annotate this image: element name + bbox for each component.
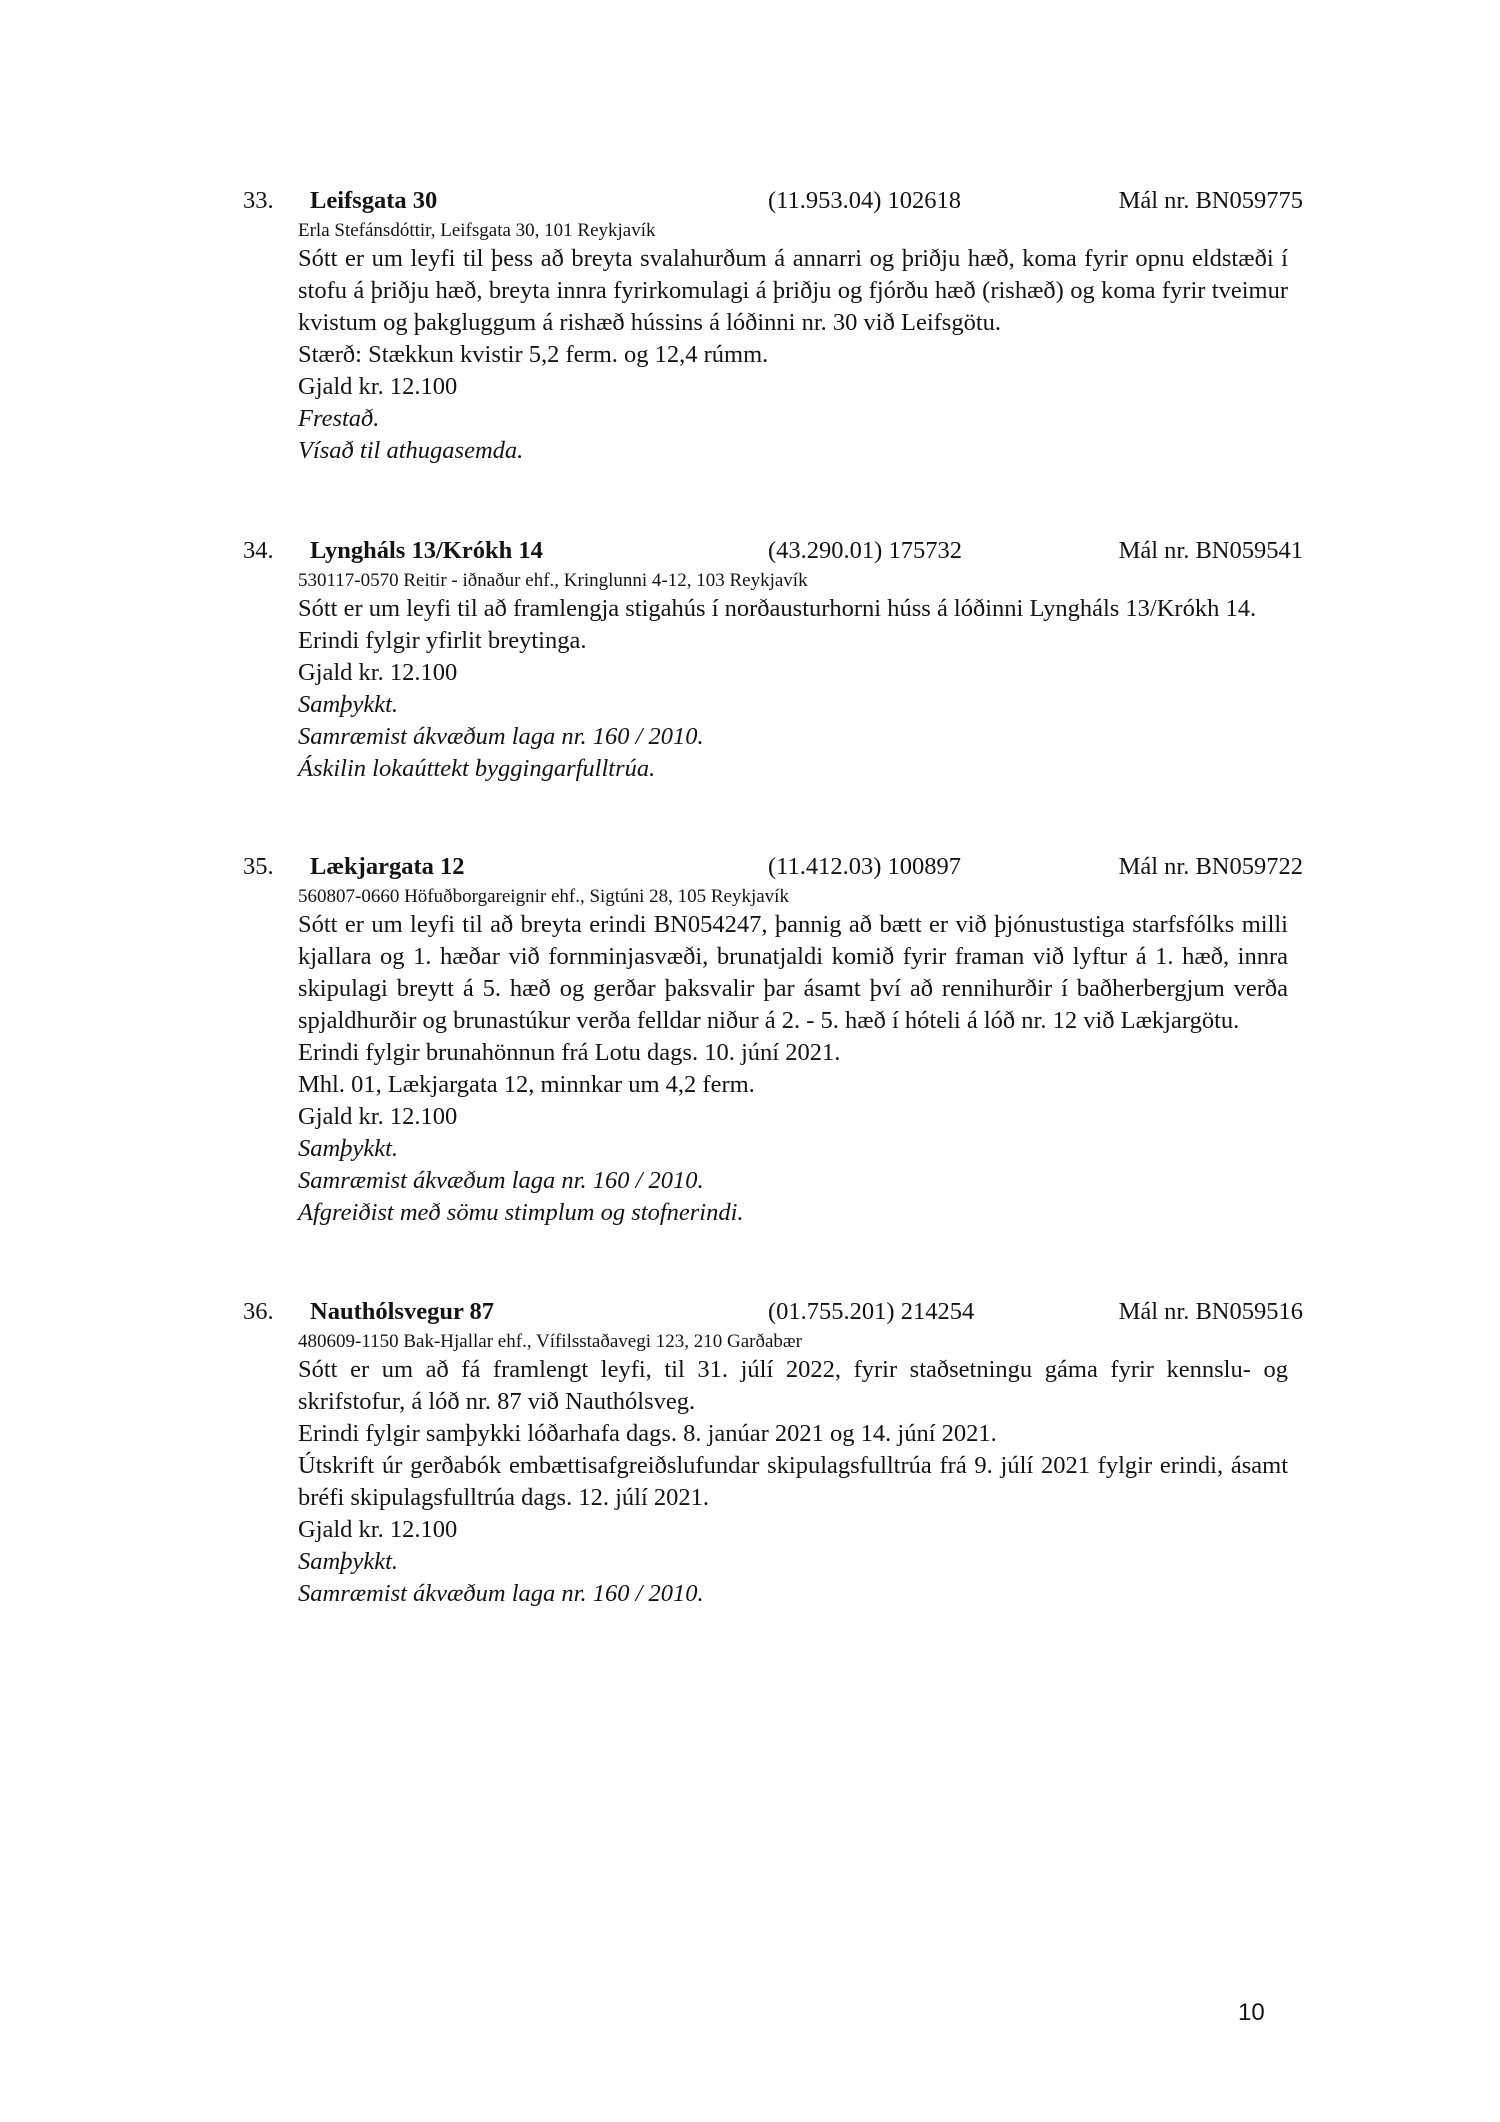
case-reference: Mál nr. BN059516 [1118,1298,1303,1325]
case-fee: Gjald kr. 12.100 [298,1516,458,1543]
case-decision: Samþykkt. [298,1135,398,1162]
case-36 [243,1294,1303,1610]
case-land-ids: (01.755.201) 214254 [768,1298,975,1325]
case-fee: Gjald kr. 12.100 [298,1103,458,1130]
case-decision: Afgreiðist með sömu stimplum og stofnerindi. [298,1199,744,1226]
case-line: Erindi fylgir brunahönnun frá Lotu dags. 10. júní 2021. [298,1039,841,1066]
case-land-ids: (11.953.04) 102618 [768,187,962,214]
case-line: Útskrift úr gerðabók embættisafgreiðslufundar skipulagsfulltrúa frá 9. júlí 2021 fylgir erindi, ásamt bréfi skipulagsfulltrúa dags. 12. júlí 2021. [298,1452,1288,1511]
case-fee: Gjald kr. 12.100 [298,373,458,400]
case-land-ids: (11.412.03) 100897 [768,853,962,880]
case-decision: Samþykkt. [298,1548,398,1575]
case-decision: Frestað. [298,405,380,432]
case-decision: Áskilin lokaúttekt byggingarfulltrúa. [298,755,656,782]
case-decision: Samþykkt. [298,691,398,718]
case-number: 34. [243,537,274,564]
case-address: Leifsgata 30 [310,187,438,214]
case-fee: Gjald kr. 12.100 [298,659,458,686]
case-description: Sótt er um að fá framlengt leyfi, til 31. júlí 2022, fyrir staðsetningu gáma fyrir kennslu- og skrifstofur, á lóð nr. 87 við Nauthólsveg. [298,1356,1288,1415]
case-reference: Mál nr. BN059722 [1118,853,1303,880]
case-body [298,1330,1288,1610]
case-line: Mhl. 01, Lækjargata 12, minnkar um 4,2 ferm. [298,1071,755,1098]
case-number: 33. [243,187,274,214]
case-address: Lyngháls 13/Krókh 14 [310,537,543,564]
case-description: Sótt er um leyfi til að framlengja stigahús í norðausturhorni húss á lóðinni Lyngháls 13/Krókh 14. [298,595,1257,622]
case-applicant: 530117-0570 Reitir - iðnaður ehf., Kringlunni 4-12, 103 Reykjavík [298,570,808,591]
case-reference: Mál nr. BN059775 [1118,187,1303,214]
case-header [243,1294,1303,1330]
case-decision: Samræmist ákvæðum laga nr. 160 / 2010. [298,1580,704,1607]
case-body [298,569,1288,785]
case-number: 36. [243,1298,274,1325]
case-body [298,885,1288,1229]
case-body [298,219,1288,467]
case-header [243,183,1303,219]
case-address: Nauthólsvegur 87 [310,1298,495,1325]
case-land-ids: (43.290.01) 175732 [768,537,962,564]
case-number: 35. [243,853,274,880]
case-line: Erindi fylgir yfirlit breytinga. [298,627,587,654]
case-header [243,849,1303,885]
case-applicant: 560807-0660 Höfuðborgareignir ehf., Sigtúni 28, 105 Reykjavík [298,886,789,907]
case-line: Stærð: Stækkun kvistir 5,2 ferm. og 12,4 rúmm. [298,341,769,368]
page-number: 10 [1238,1999,1265,2026]
case-decision: Vísað til athugasemda. [298,437,524,464]
case-description: Sótt er um leyfi til að breyta erindi BN054247, þannig að bætt er við þjónustustiga starfsfólks milli kjallara og 1. hæðar við fornminjasvæði, brunatjaldi komið fyrir framan við lyftur á 1. hæð, innra skipulagi breytt á 5. hæð og gerðar þaksvalir þar ásamt því að rennihurðir í baðherbergjum verða spjaldhurðir og brunastúkur verða felldar niður á 2. - 5. hæð í hóteli á lóð nr. 12 við Lækjargötu. [298,911,1288,1034]
case-reference: Mál nr. BN059541 [1118,537,1303,564]
case-header [243,533,1303,569]
case-applicant: Erla Stefánsdóttir, Leifsgata 30, 101 Reykjavík [298,220,656,241]
case-33 [243,183,1303,467]
case-description: Sótt er um leyfi til þess að breyta svalahurðum á annarri og þriðju hæð, koma fyrir opnu eldstæði í stofu á þriðju hæð, breyta innra fyrirkomulagi á þriðju og fjórðu hæð (rishæð) og koma fyrir tveimur kvistum og þakgluggum á rishæð hússins á lóðinni nr. 30 við Leifsgötu. [298,245,1288,336]
case-decision: Samræmist ákvæðum laga nr. 160 / 2010. [298,1167,704,1194]
case-address: Lækjargata 12 [310,853,465,880]
case-line: Erindi fylgir samþykki lóðarhafa dags. 8. janúar 2021 og 14. júní 2021. [298,1420,997,1447]
case-applicant: 480609-1150 Bak-Hjallar ehf., Vífilsstaðavegi 123, 210 Garðabær [298,1331,802,1352]
case-decision: Samræmist ákvæðum laga nr. 160 / 2010. [298,723,704,750]
case-35 [243,849,1303,1229]
case-34 [243,533,1303,785]
